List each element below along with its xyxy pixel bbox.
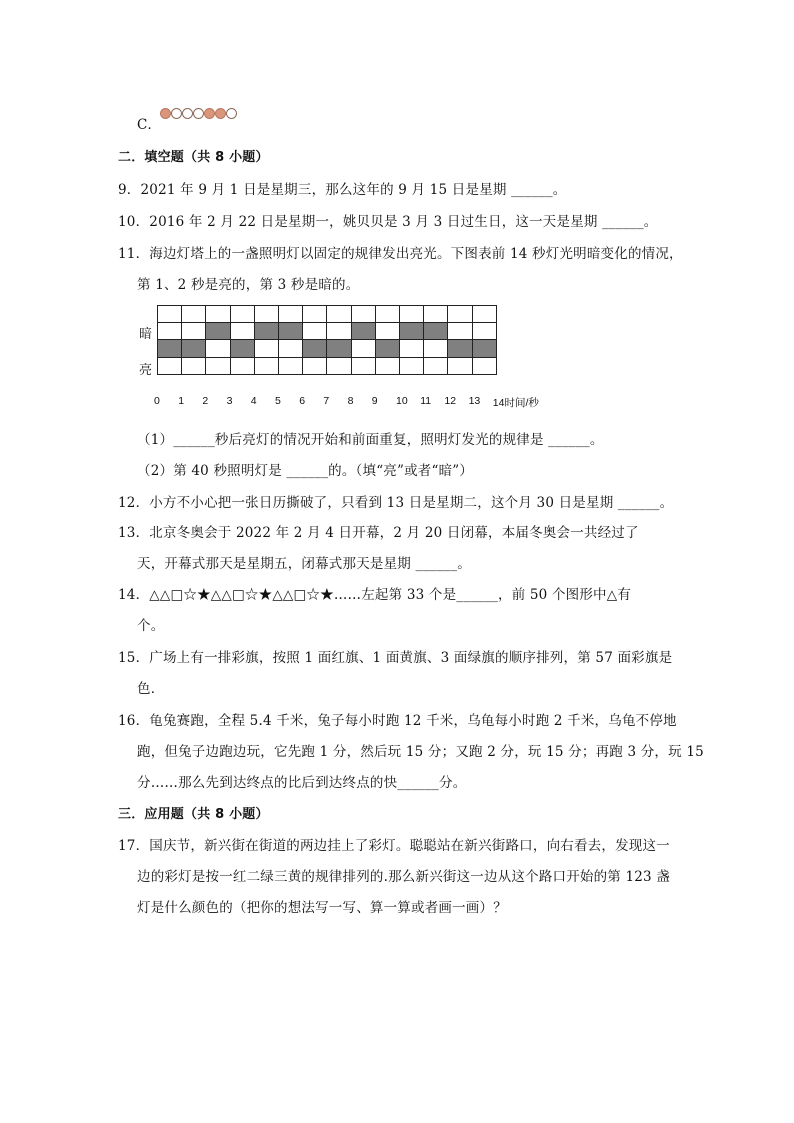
row-label-light: 亮 (139, 363, 153, 378)
time-tick-label: 13 (468, 395, 481, 407)
grid-cell (399, 357, 424, 375)
empty-circle (171, 108, 182, 119)
grid-cell (399, 339, 424, 357)
grid-cell (326, 305, 351, 323)
time-tick-label: 2 (202, 395, 209, 407)
grid-cell (326, 357, 351, 375)
question-14-line-1: 14．△△□☆★△△□☆★△△□☆★……左起第 33 个是______，前 50 个图形中△有 (118, 587, 632, 603)
grid-cell (278, 357, 303, 375)
question-10: 10．2016 年 2 月 22 日是星期一，姚贝贝是 3 月 3 日过生日，这一天是星期 ______。 (118, 214, 658, 230)
light-second-cell (302, 339, 327, 357)
question-12: 12．小方不小心把一张日历撕破了，只看到 13 日是星期二，这个月 30 日是星期 ______。 (118, 495, 674, 511)
question-16-line-2: 跑，但兔子边跑边玩，它先跑 1 分，然后玩 15 分；又跑 2 分，玩 15 分；再跑 3 分，玩 15 (137, 744, 704, 760)
grid-cell (205, 305, 230, 323)
time-tick-label: 4 (250, 395, 257, 407)
grid-cell (205, 357, 230, 375)
question-13-line-1: 13．北京冬奥会于 2022 年 2 月 4 日开幕，2 月 20 日闭幕，本届冬奥会一共经过了 (118, 525, 639, 541)
time-tick-label: 8 (347, 395, 354, 407)
grid-cell (181, 322, 206, 340)
light-second-cell (375, 339, 400, 357)
grid-cell (157, 322, 182, 340)
question-17-line-1: 17．国庆节，新兴街在街道的两边挂上了彩灯。聪聪站在新兴街路口，向右看去，发现这一 (118, 838, 670, 854)
time-tick-label: 0 (154, 395, 160, 407)
section-3-title: 三．应用题（共 8 小题） (118, 807, 269, 822)
dark-second-cell (399, 322, 424, 340)
grid-cell (447, 305, 472, 323)
light-second-cell (447, 339, 472, 357)
light-second-cell (326, 339, 351, 357)
question-16-line-1: 16．龟兔赛跑，全程 5.4 千米，兔子每小时跑 12 千米，乌龟每小时跑 2 千米，乌龟不停地 (118, 713, 677, 729)
grid-cell (399, 305, 424, 323)
filled-circle (215, 108, 226, 119)
light-second-cell (181, 339, 206, 357)
question-15-line-2: 色． (137, 681, 165, 697)
grid-cell (375, 357, 400, 375)
time-tick-label: 11 (420, 395, 432, 407)
dark-second-cell (423, 322, 448, 340)
filled-circle (160, 108, 171, 119)
grid-cell (351, 305, 376, 323)
grid-cell (157, 357, 182, 375)
grid-cell (423, 305, 448, 323)
question-11-line-1: 11．海边灯塔上的一盏照明灯以固定的规律发出亮光。下图表前 14 秒灯光明暗变化的情况， (118, 246, 683, 262)
question-9: 9．2021 年 9 月 1 日是星期三，那么这年的 9 月 15 日是星期 ______。 (118, 182, 567, 198)
question-17-line-2: 边的彩灯是按一红二绿三黄的规律排列的.那么新兴街这一边从这个路口开始的第 123 盏 (137, 869, 671, 885)
grid-cell (302, 357, 327, 375)
question-15-line-1: 15．广场上有一排彩旗，按照 1 面红旗、1 面黄旗、3 面绿旗的顺序排列，第 57 面彩旗是 (118, 650, 673, 666)
dark-second-cell (205, 322, 230, 340)
grid-cell (230, 322, 255, 340)
question-16-line-3: 分……那么先到达终点的比后到达终点的快______分。 (137, 775, 467, 791)
dark-second-cell (351, 322, 376, 340)
light-second-cell (472, 339, 497, 357)
grid-cell (254, 305, 279, 323)
grid-cell (278, 305, 303, 323)
grid-cell (302, 305, 327, 323)
dark-second-cell (278, 322, 303, 340)
question-11-line-2: 第 1、2 秒是亮的，第 3 秒是暗的。 (137, 277, 360, 293)
time-tick-label: 12 (444, 395, 457, 407)
grid-cell (472, 305, 497, 323)
section-2-title: 二．填空题（共 8 小题） (118, 150, 269, 165)
time-tick-label: 9 (371, 395, 378, 407)
dark-second-cell (254, 322, 279, 340)
option-c-label: C． (137, 117, 162, 133)
grid-cell (205, 339, 230, 357)
time-tick-label: 6 (299, 395, 306, 407)
grid-cell (230, 305, 255, 323)
grid-cell (326, 322, 351, 340)
time-tick-label: 3 (226, 395, 233, 407)
question-11-part-1: （1）______秒后亮灯的情况开始和前面重复，照明灯发光的规律是 ______。 (137, 432, 604, 448)
filled-circle (204, 108, 215, 119)
grid-cell (181, 305, 206, 323)
time-tick-label: 1 (178, 395, 185, 407)
grid-cell (254, 339, 279, 357)
question-11-part-2: （2）第 40 秒照明灯是 ______的。（填“亮”或者“暗”） (137, 463, 474, 479)
question-17-line-3: 灯是什么颜色的（把你的想法写一写、算一算或者画一画）？ (137, 900, 507, 916)
question-14-line-2: 个。 (137, 618, 165, 634)
grid-cell (375, 305, 400, 323)
light-second-cell (157, 339, 182, 357)
time-tick-label: 14时间/秒 (492, 397, 539, 409)
grid-cell (278, 339, 303, 357)
grid-cell (423, 339, 448, 357)
empty-circle (226, 108, 237, 119)
time-tick-label: 7 (323, 395, 330, 407)
time-tick-label: 5 (275, 395, 281, 407)
grid-cell (351, 339, 376, 357)
grid-cell (254, 357, 279, 375)
grid-cell (351, 357, 376, 375)
time-tick-label: 10 (396, 395, 408, 407)
grid-cell (375, 322, 400, 340)
grid-cell (447, 322, 472, 340)
grid-cell (230, 357, 255, 375)
empty-circle (193, 108, 204, 119)
light-second-cell (230, 339, 255, 357)
grid-cell (181, 357, 206, 375)
grid-cell (472, 322, 497, 340)
empty-circle (182, 108, 193, 119)
grid-cell (447, 357, 472, 375)
question-13-line-2: 天，开幕式那天是星期五，闭幕式那天是星期 ______。 (137, 556, 471, 572)
grid-cell (423, 357, 448, 375)
grid-cell (302, 322, 327, 340)
grid-cell (157, 305, 182, 323)
grid-cell (472, 357, 497, 375)
row-label-dark: 暗 (139, 327, 153, 342)
